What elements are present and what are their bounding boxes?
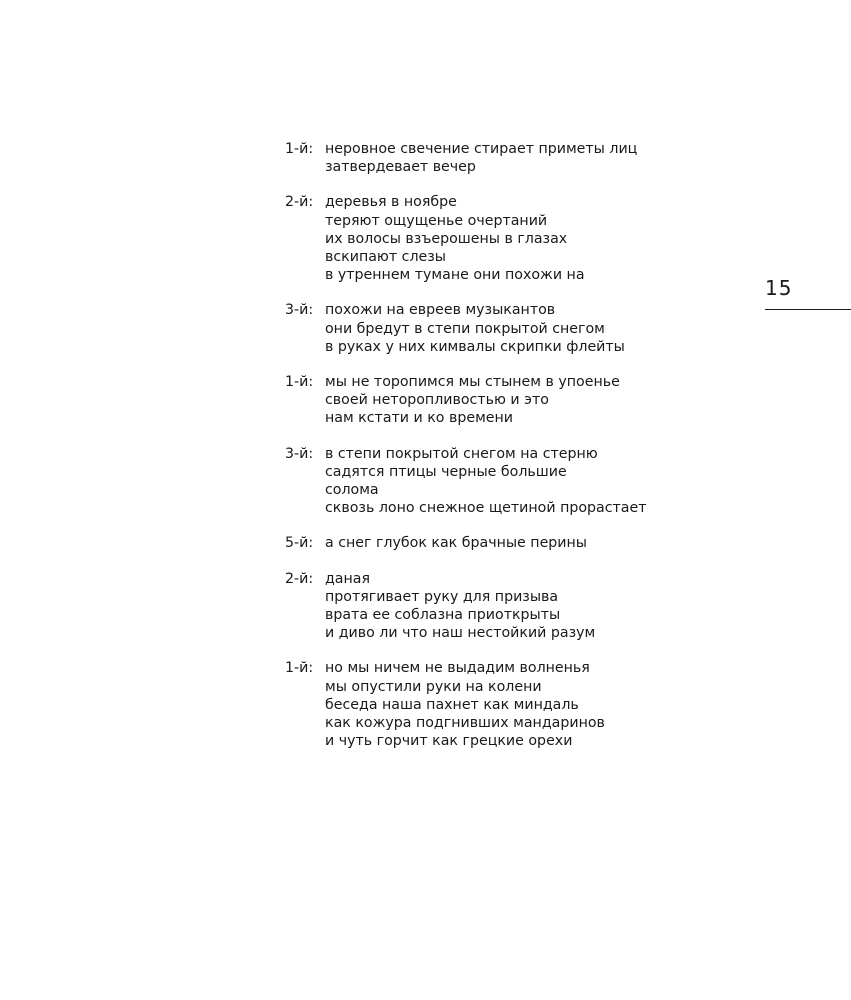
verse-line: врата ее соблазна приоткрыты bbox=[325, 607, 561, 624]
stanza-lines bbox=[325, 445, 685, 518]
stanza-lines bbox=[325, 534, 685, 552]
stanza bbox=[285, 373, 685, 428]
speaker-label: 1-й: bbox=[285, 374, 314, 391]
verse-line: похожи на евреев музыкантов bbox=[325, 302, 556, 319]
speaker-label: 1-й: bbox=[285, 660, 314, 677]
speaker-label: 3-й: bbox=[285, 302, 314, 319]
verse-line: в утреннем тумане они похожи на bbox=[325, 267, 585, 284]
verse-line: а снег глубок как брачные перины bbox=[325, 535, 587, 552]
verse-line: они бредут в степи покрытой снегом bbox=[325, 320, 605, 337]
verse-line: солома bbox=[325, 482, 379, 499]
stanza bbox=[285, 445, 685, 518]
verse-line: но мы ничем не выдадим волненья bbox=[325, 660, 590, 677]
stanza bbox=[285, 301, 685, 356]
verse-line: в руках у них кимвалы скрипки флейты bbox=[325, 338, 625, 355]
speaker-label: 3-й: bbox=[285, 445, 314, 462]
stanza-lines bbox=[325, 301, 685, 356]
stanza bbox=[285, 570, 685, 643]
speaker-label: 2-й: bbox=[285, 194, 314, 211]
page-number-rule bbox=[765, 309, 851, 310]
verse-line: и чуть горчит как грецкие орехи bbox=[325, 733, 573, 750]
stanza bbox=[285, 659, 685, 750]
verse-line: нам кстати и ко времени bbox=[325, 410, 514, 427]
verse-line: теряют ощущенье очертаний bbox=[325, 212, 548, 229]
speaker-label: 1-й: bbox=[285, 141, 314, 157]
verse-line: неровное свечение стирает приметы лиц bbox=[325, 141, 638, 157]
verse-line: протягивает руку для призыва bbox=[325, 588, 559, 605]
verse-line: сквозь лоно снежное щетиной прорастает bbox=[325, 500, 647, 517]
stanza bbox=[285, 140, 685, 176]
stanza-lines bbox=[325, 659, 685, 750]
stanza-lines bbox=[325, 570, 685, 643]
speaker-label: 5-й: bbox=[285, 535, 314, 552]
verse-line: беседа наша пахнет как миндаль bbox=[325, 696, 579, 713]
verse-line: их волосы взъерошены в глазах bbox=[325, 230, 568, 247]
verse-line: даная bbox=[325, 570, 371, 587]
verse-line: как кожура подгнивших мандаринов bbox=[325, 715, 605, 732]
verse-line: затвердевает вечер bbox=[325, 159, 476, 176]
verse-line: деревья в ноябре bbox=[325, 194, 457, 211]
stanza-lines bbox=[325, 193, 685, 284]
poem-body bbox=[285, 140, 685, 767]
stanza bbox=[285, 193, 685, 284]
stanza-lines bbox=[325, 373, 685, 428]
verse-line: своей неторопливостью и это bbox=[325, 392, 549, 409]
stanza bbox=[285, 534, 685, 552]
speaker-label: 2-й: bbox=[285, 570, 314, 587]
verse-line: и диво ли что наш нестойкий разум bbox=[325, 625, 596, 642]
verse-line: вскипают слезы bbox=[325, 249, 446, 266]
verse-line: мы не торопимся мы стынем в упоенье bbox=[325, 374, 620, 391]
page-number: 15 bbox=[765, 276, 793, 300]
verse-line: мы опустили руки на колени bbox=[325, 678, 542, 695]
stanza-lines bbox=[325, 140, 685, 176]
verse-line: садятся птицы черные большие bbox=[325, 463, 567, 480]
verse-line: в степи покрытой снегом на стерню bbox=[325, 445, 598, 462]
